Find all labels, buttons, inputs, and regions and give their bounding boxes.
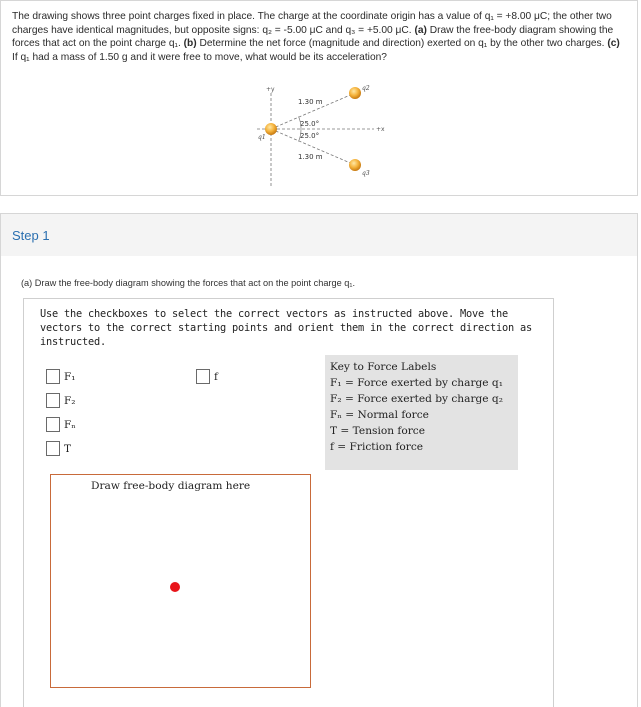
- checkbox-f2[interactable]: [46, 393, 60, 408]
- step-title: Step 1: [12, 228, 50, 243]
- charge-q1: [265, 123, 277, 135]
- q3-label: q3: [362, 170, 370, 177]
- angle-bottom-label: 25.0°: [300, 132, 320, 140]
- fbd-drawing-area[interactable]: [50, 474, 311, 688]
- x-axis-label: +x: [376, 126, 385, 133]
- checkbox-f1-label: F₁: [64, 370, 76, 383]
- problem-text: The drawing shows three point charges fixed in place. The charge at the coordinate origin has a value of q₁ = +8.00 μC; the other two charges have identical magnitudes, but opposite signs: q₂ = -5.00 μC and q₃ = +5.00 μC. (a) Draw the free-body diagram showing the forces that act on the point charge q₁. (b) Determine the net force (magnitude and direction) exerted on q₁ by the other two charges. (c) If q₁ had a mass of 1.50 g and it were free to move, what would be its acceleration?: [12, 11, 620, 63]
- distance-bottom-label: 1.30 m: [298, 153, 323, 161]
- part-a-label: (a) Draw the free-body diagram showing the forces that act on the point charge q₁.: [21, 278, 356, 288]
- key-item: F₂ = Force exerted by charge q₂: [330, 393, 503, 405]
- checkbox-f[interactable]: [196, 369, 210, 384]
- problem-panel: [0, 0, 638, 196]
- instructions-text: Use the checkboxes to select the correct vectors as instructed above. Move the vectors to the correct starting points and orient them in the correct direction as instructed.: [40, 308, 532, 348]
- draw-area-label: Draw free-body diagram here: [91, 480, 251, 492]
- checkbox-row-f1[interactable]: [46, 369, 76, 384]
- charge-q2: [349, 87, 361, 99]
- checkbox-fn[interactable]: [46, 417, 60, 432]
- checkbox-f-label: f: [214, 370, 218, 383]
- checkbox-t-label: T: [64, 442, 72, 455]
- charges-figure: [249, 83, 399, 193]
- checkbox-t[interactable]: [46, 441, 60, 456]
- step-header: [0, 213, 638, 257]
- angle-top-label: 25.0°: [300, 120, 320, 128]
- checkbox-row-t[interactable]: [46, 441, 71, 456]
- checkbox-row-fn[interactable]: [46, 417, 76, 432]
- q2-label: q2: [362, 85, 370, 92]
- key-title: Key to Force Labels: [330, 361, 437, 373]
- checkbox-f1[interactable]: [46, 369, 60, 384]
- checkbox-row-f[interactable]: [196, 369, 218, 384]
- distance-top-label: 1.30 m: [298, 98, 323, 106]
- q1-label: q1: [258, 134, 266, 141]
- checkbox-row-f2[interactable]: [46, 393, 76, 408]
- key-item: Fₙ = Normal force: [330, 409, 429, 421]
- key-item: T = Tension force: [330, 425, 425, 437]
- checkbox-fn-label: Fₙ: [64, 418, 76, 431]
- y-axis-label: +y: [266, 86, 275, 93]
- force-key-box: [325, 355, 518, 470]
- charge-q3: [349, 159, 361, 171]
- key-item: F₁ = Force exerted by charge q₁: [330, 377, 503, 389]
- key-item: f = Friction force: [330, 441, 424, 453]
- charge-point-dot[interactable]: [170, 582, 180, 592]
- checkbox-f2-label: F₂: [64, 394, 76, 407]
